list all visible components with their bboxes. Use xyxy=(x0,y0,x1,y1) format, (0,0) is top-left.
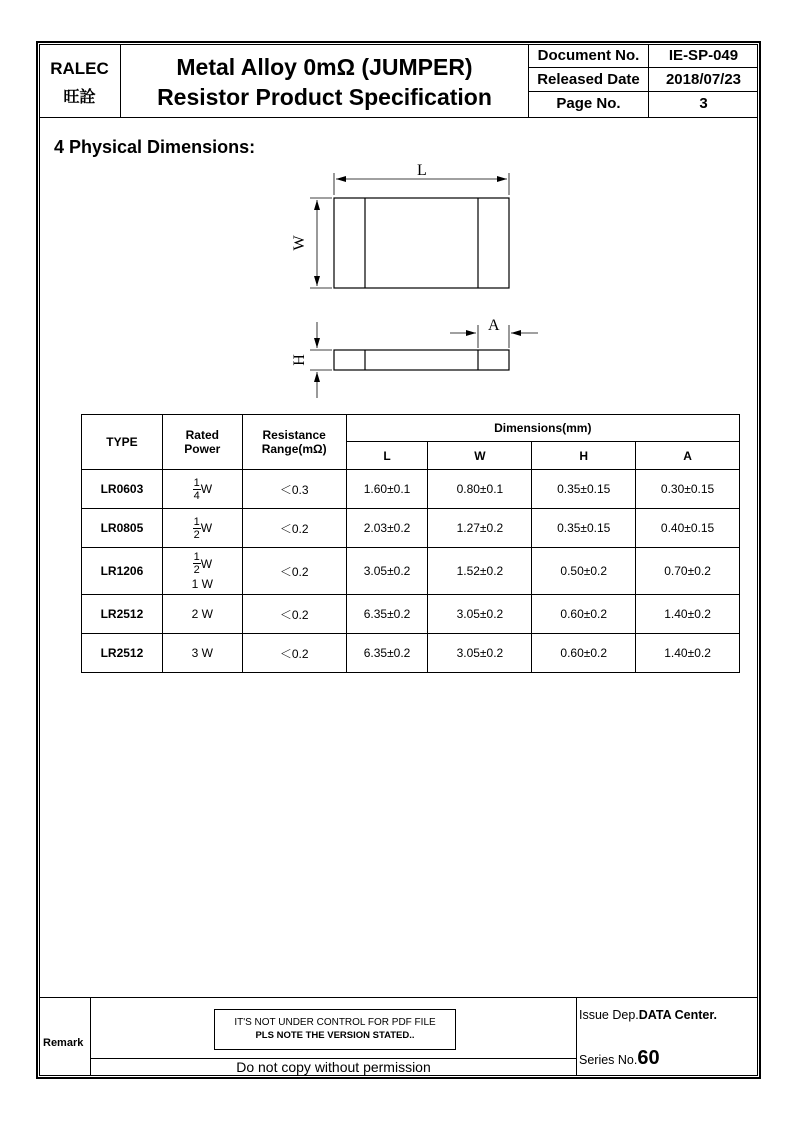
table-row xyxy=(82,509,740,548)
company-cell xyxy=(39,44,121,118)
cell-resistance: ＜0.2 xyxy=(242,548,346,595)
table-row xyxy=(82,634,740,673)
remark-cell xyxy=(39,997,91,1076)
cell-type: LR2512 xyxy=(82,634,163,673)
cell-H: 0.35±0.15 xyxy=(532,470,636,509)
cell-power: 3 W xyxy=(162,634,242,673)
header-A: A xyxy=(636,442,740,470)
header-L: L xyxy=(346,442,428,470)
header-rated-power-line1: Rated xyxy=(185,428,219,442)
cell-W: 3.05±0.2 xyxy=(428,595,532,634)
cell-L: 6.35±0.2 xyxy=(346,595,428,634)
cell-resistance: ＜0.3 xyxy=(242,470,346,509)
header-H: H xyxy=(532,442,636,470)
pdf-notice-box xyxy=(214,1009,456,1050)
power-fraction: $\frac{1}{2}$ xyxy=(193,551,200,577)
cell-H: 0.50±0.2 xyxy=(532,548,636,595)
header-resistance-line1: Resistance xyxy=(262,428,326,442)
document-meta xyxy=(529,44,758,118)
cell-type: LR0805 xyxy=(82,509,163,548)
cell-A: 0.40±0.15 xyxy=(636,509,740,548)
cell-A: 0.30±0.15 xyxy=(636,470,740,509)
meta-label: Document No. xyxy=(529,44,649,67)
drawing-label-L: L xyxy=(417,162,427,179)
cell-H: 0.60±0.2 xyxy=(532,595,636,634)
issue-department: Issue Dep.DATA Center. xyxy=(579,1008,718,1022)
title-line-2: Resistor Product Specification xyxy=(157,84,492,110)
cell-W: 3.05±0.2 xyxy=(428,634,532,673)
cell-L: 6.35±0.2 xyxy=(346,634,428,673)
meta-value: IE-SP-049 xyxy=(668,47,739,64)
header-rated-power-line2: Power xyxy=(184,442,221,456)
header-type: TYPE xyxy=(82,415,163,470)
top-view-body xyxy=(334,198,509,288)
drawing-label-A: A xyxy=(488,317,500,334)
cell-type: LR1206 xyxy=(82,548,163,595)
cell-H: 0.35±0.15 xyxy=(532,509,636,548)
company-name-en: RALEC xyxy=(50,59,109,78)
table-row xyxy=(82,470,740,509)
cell-power: $\frac{1}{2}$ W 1 W xyxy=(162,548,242,595)
meta-value: 2018/07/23 xyxy=(665,71,742,88)
cell-power: $\frac{1}{4}$ W xyxy=(162,470,242,509)
title-line-1: Metal Alloy 0mΩ (JUMPER) xyxy=(176,54,473,80)
header-resistance-line2: Range(mΩ) xyxy=(261,442,327,456)
dimension-drawing xyxy=(280,155,560,405)
cell-resistance: ＜0.2 xyxy=(242,634,346,673)
cell-H: 0.60±0.2 xyxy=(532,634,636,673)
table-row xyxy=(82,595,740,634)
cell-L: 3.05±0.2 xyxy=(346,548,428,595)
cell-type: LR2512 xyxy=(82,595,163,634)
side-view-body xyxy=(334,350,509,370)
copy-notice: Do not copy without permission xyxy=(236,1059,431,1075)
header-dimensions: Dimensions(mm) xyxy=(346,415,739,442)
meta-released-date xyxy=(529,68,758,92)
cell-A: 1.40±0.2 xyxy=(636,595,740,634)
cell-resistance: ＜0.2 xyxy=(242,509,346,548)
meta-label: Page No. xyxy=(529,92,649,118)
notice-line-1: IT'S NOT UNDER CONTROL FOR PDF FILE xyxy=(234,1017,436,1028)
power-extra: 1 W xyxy=(191,576,213,591)
cell-W: 0.80±0.1 xyxy=(428,470,532,509)
cell-A: 0.70±0.2 xyxy=(636,548,740,595)
series-number: Series No.60 xyxy=(579,1047,660,1069)
header-W: W xyxy=(428,442,532,470)
cell-type: LR0603 xyxy=(82,470,163,509)
cell-W: 1.52±0.2 xyxy=(428,548,532,595)
drawing-label-H: H xyxy=(291,354,308,366)
table-row xyxy=(82,548,740,595)
cell-power: 2 W xyxy=(162,595,242,634)
cell-power: $\frac{1}{2}$ W xyxy=(162,509,242,548)
meta-value: 3 xyxy=(699,95,708,112)
header-resistance xyxy=(242,415,346,470)
meta-label: Released Date xyxy=(529,68,649,91)
notice-line-2: PLS NOTE THE VERSION STATED.. xyxy=(255,1030,415,1041)
meta-document-no xyxy=(529,44,758,68)
drawing-label-W: W xyxy=(291,235,308,251)
cell-A: 1.40±0.2 xyxy=(636,634,740,673)
meta-page-no xyxy=(529,92,758,118)
company-name-zh: 旺詮 xyxy=(63,87,96,106)
cell-resistance: ＜0.2 xyxy=(242,595,346,634)
cell-W: 1.27±0.2 xyxy=(428,509,532,548)
header-rated-power xyxy=(162,415,242,470)
document-title xyxy=(121,44,529,118)
power-fraction: $\frac{1}{4}$ xyxy=(193,476,200,502)
remark-label: Remark xyxy=(43,1037,84,1049)
section-title: 4 Physical Dimensions: xyxy=(54,137,256,157)
power-fraction: $\frac{1}{2}$ xyxy=(193,515,200,541)
dimensions-table xyxy=(81,414,740,673)
cell-L: 2.03±0.2 xyxy=(346,509,428,548)
cell-L: 1.60±0.1 xyxy=(346,470,428,509)
